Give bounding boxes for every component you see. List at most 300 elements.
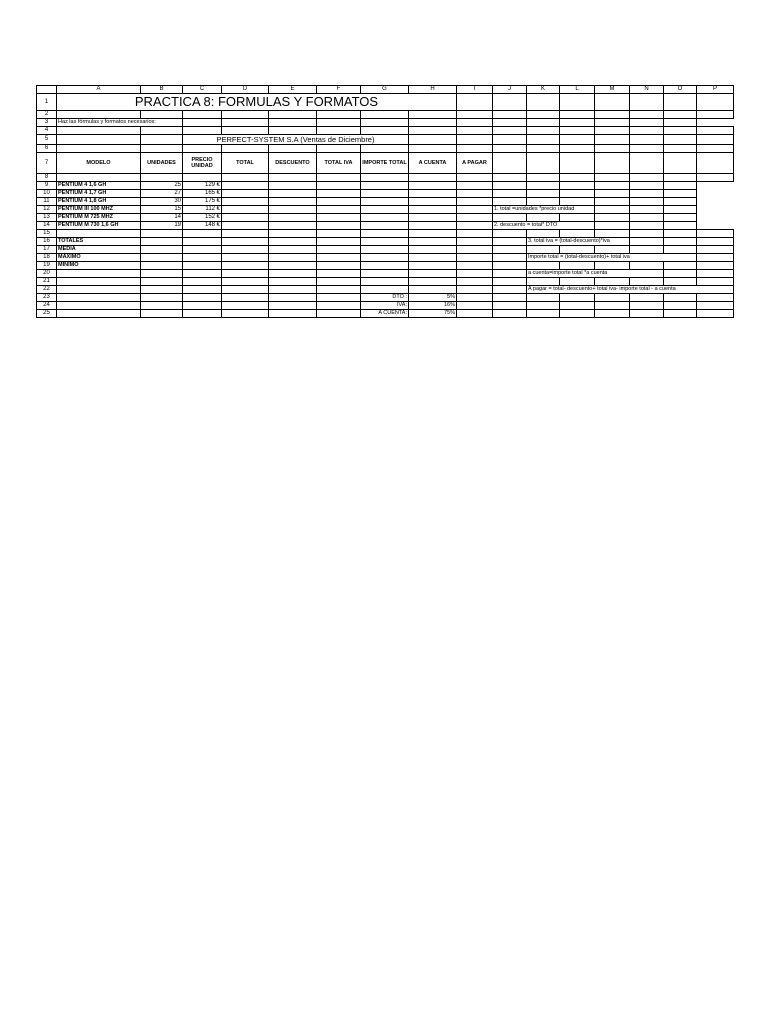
cell[interactable] [560, 190, 595, 198]
cell[interactable] [269, 246, 317, 254]
cell[interactable] [560, 127, 595, 135]
cell[interactable] [560, 230, 595, 238]
cell[interactable] [664, 270, 697, 278]
cell[interactable] [493, 198, 527, 206]
row-number[interactable]: 4 [37, 127, 57, 135]
cell[interactable] [317, 230, 361, 238]
cell[interactable] [664, 302, 697, 310]
column-header-j[interactable]: J [493, 86, 527, 94]
cell[interactable] [269, 310, 317, 318]
cell[interactable] [361, 127, 409, 135]
cell[interactable] [141, 174, 183, 182]
cell[interactable] [317, 310, 361, 318]
cell[interactable] [183, 127, 222, 135]
cell[interactable] [361, 246, 409, 254]
product-model[interactable]: PENTIUM III 100 MHZ [57, 206, 141, 214]
cell[interactable] [457, 270, 493, 278]
cell[interactable] [222, 230, 269, 238]
cell[interactable] [317, 294, 361, 302]
cell[interactable] [57, 278, 141, 286]
cell[interactable] [595, 182, 630, 190]
cell[interactable] [57, 135, 141, 145]
cell[interactable] [361, 182, 409, 190]
cell[interactable] [317, 214, 361, 222]
cell[interactable] [457, 230, 493, 238]
cell[interactable] [664, 127, 697, 135]
cell[interactable] [595, 278, 630, 286]
cell[interactable] [457, 254, 493, 262]
column-header-b[interactable]: B [141, 86, 183, 94]
row-number[interactable]: 24 [37, 302, 57, 310]
cell[interactable] [141, 254, 183, 262]
cell[interactable] [493, 145, 527, 153]
product-price[interactable]: 112 € [183, 206, 222, 214]
cell[interactable] [222, 127, 269, 135]
cell[interactable] [409, 230, 457, 238]
cell[interactable] [664, 238, 697, 246]
cell[interactable] [664, 246, 697, 254]
cell[interactable] [595, 310, 630, 318]
header-total[interactable]: TOTAL [222, 153, 269, 174]
cell[interactable] [409, 127, 457, 135]
cell[interactable] [183, 286, 222, 294]
cell[interactable] [664, 278, 697, 286]
cell[interactable] [630, 190, 664, 198]
cell[interactable] [409, 238, 457, 246]
param-value[interactable]: 5% [409, 294, 457, 302]
cell[interactable] [630, 230, 664, 238]
cell[interactable] [595, 262, 630, 270]
cell[interactable] [183, 278, 222, 286]
cell[interactable] [269, 286, 317, 294]
cell[interactable] [595, 302, 630, 310]
product-model[interactable]: PENTIUM 4 1,6 GH [57, 182, 141, 190]
cell[interactable] [457, 174, 493, 182]
cell[interactable] [361, 214, 409, 222]
cell[interactable] [697, 127, 734, 135]
cell[interactable] [317, 182, 361, 190]
cell[interactable] [317, 190, 361, 198]
cell[interactable] [409, 262, 457, 270]
cell[interactable] [664, 94, 697, 111]
row-number[interactable]: 3 [37, 119, 57, 127]
cell[interactable] [595, 94, 630, 111]
cell[interactable] [269, 145, 317, 153]
cell[interactable] [595, 145, 630, 153]
cell[interactable] [317, 286, 361, 294]
cell[interactable] [57, 310, 141, 318]
cell[interactable] [409, 135, 457, 145]
cell[interactable] [560, 153, 595, 174]
column-header-n[interactable]: N [630, 86, 664, 94]
cell[interactable] [317, 270, 361, 278]
cell[interactable] [183, 230, 222, 238]
cell[interactable] [57, 111, 141, 119]
product-model[interactable]: PENTIUM M 725 MHZ [57, 214, 141, 222]
cell[interactable] [222, 286, 269, 294]
summary-totales[interactable]: TOTALES [57, 238, 141, 246]
row-number[interactable]: 18 [37, 254, 57, 262]
cell[interactable] [527, 246, 560, 254]
cell[interactable] [493, 174, 527, 182]
row-number[interactable]: 14 [37, 222, 57, 230]
column-header-p[interactable]: P [697, 86, 734, 94]
cell[interactable] [457, 111, 493, 119]
cell[interactable] [493, 270, 527, 278]
header-precio-unidad[interactable]: PRECIO UNIDAD [183, 153, 222, 174]
column-header-g[interactable]: G [361, 86, 409, 94]
product-units[interactable]: 19 [141, 222, 183, 230]
cell[interactable] [595, 127, 630, 135]
product-price[interactable]: 152 € [183, 214, 222, 222]
cell[interactable] [560, 246, 595, 254]
cell[interactable] [630, 119, 664, 127]
cell[interactable] [317, 119, 361, 127]
cell[interactable] [630, 310, 664, 318]
cell[interactable] [697, 254, 734, 262]
row-number[interactable]: 11 [37, 198, 57, 206]
cell[interactable] [317, 278, 361, 286]
cell[interactable] [595, 230, 630, 238]
cell[interactable] [409, 182, 457, 190]
cell[interactable] [664, 135, 697, 145]
cell[interactable] [664, 230, 697, 238]
cell[interactable] [222, 145, 269, 153]
cell[interactable] [409, 206, 457, 214]
cell[interactable] [269, 214, 317, 222]
cell[interactable] [57, 286, 141, 294]
cell[interactable] [457, 182, 493, 190]
cell[interactable] [269, 270, 317, 278]
cell[interactable] [493, 135, 527, 145]
product-units[interactable]: 30 [141, 198, 183, 206]
cell[interactable] [361, 254, 409, 262]
cell[interactable] [222, 182, 269, 190]
cell[interactable] [457, 302, 493, 310]
cell[interactable] [361, 286, 409, 294]
cell[interactable] [222, 174, 269, 182]
cell[interactable] [141, 286, 183, 294]
cell[interactable] [630, 262, 664, 270]
cell[interactable] [560, 294, 595, 302]
cell[interactable] [141, 302, 183, 310]
cell[interactable] [317, 254, 361, 262]
cell[interactable] [560, 174, 595, 182]
column-header-h[interactable]: H [409, 86, 457, 94]
cell[interactable] [560, 198, 595, 206]
header-descuento[interactable]: DESCUENTO [269, 153, 317, 174]
sheet-title[interactable]: PRACTICA 8: FORMULAS Y FORMATOS [57, 94, 457, 111]
row-number[interactable]: 2 [37, 111, 57, 119]
cell[interactable] [222, 262, 269, 270]
cell[interactable] [183, 302, 222, 310]
cell[interactable] [222, 270, 269, 278]
cell[interactable] [560, 94, 595, 111]
cell[interactable] [269, 254, 317, 262]
cell[interactable] [493, 302, 527, 310]
cell[interactable] [527, 302, 560, 310]
cell[interactable] [361, 119, 409, 127]
cell[interactable] [664, 145, 697, 153]
cell[interactable] [409, 254, 457, 262]
cell[interactable] [57, 302, 141, 310]
cell[interactable] [697, 246, 734, 254]
cell[interactable] [183, 119, 222, 127]
column-header-f[interactable]: F [317, 86, 361, 94]
formula-note[interactable]: Importe total = (total-descuento)+ total iva [527, 254, 697, 262]
cell[interactable] [183, 254, 222, 262]
cell[interactable] [409, 214, 457, 222]
cell[interactable] [664, 182, 697, 190]
cell[interactable] [409, 222, 457, 230]
cell[interactable] [493, 127, 527, 135]
product-model[interactable]: PENTIUM M 730 1,6 GH [57, 222, 141, 230]
cell[interactable] [493, 182, 527, 190]
cell[interactable] [664, 310, 697, 318]
product-units[interactable]: 27 [141, 190, 183, 198]
cell[interactable] [222, 254, 269, 262]
row-number[interactable]: 20 [37, 270, 57, 278]
cell[interactable] [493, 190, 527, 198]
cell[interactable] [457, 206, 493, 214]
cell[interactable] [409, 111, 457, 119]
cell[interactable] [457, 222, 493, 230]
cell[interactable] [361, 190, 409, 198]
instruction-cell[interactable]: Haz las fórmulas y formatos necesarios: [57, 119, 183, 127]
cell[interactable] [697, 262, 734, 270]
cell[interactable] [457, 294, 493, 302]
cell[interactable] [457, 190, 493, 198]
cell[interactable] [141, 310, 183, 318]
cell[interactable] [630, 182, 664, 190]
cell[interactable] [664, 262, 697, 270]
cell[interactable] [527, 127, 560, 135]
cell[interactable] [317, 145, 361, 153]
cell[interactable] [595, 119, 630, 127]
column-header-l[interactable]: L [560, 86, 595, 94]
cell[interactable] [493, 310, 527, 318]
cell[interactable] [317, 238, 361, 246]
row-number[interactable]: 23 [37, 294, 57, 302]
header-unidades[interactable]: UNIDADES [141, 153, 183, 174]
cell[interactable] [697, 230, 734, 238]
cell[interactable] [269, 206, 317, 214]
param-label[interactable]: IVA: [361, 302, 409, 310]
cell[interactable] [697, 135, 734, 145]
cell[interactable] [317, 111, 361, 119]
cell[interactable] [269, 174, 317, 182]
cell[interactable] [222, 246, 269, 254]
cell[interactable] [57, 145, 141, 153]
cell[interactable] [630, 214, 664, 222]
cell[interactable] [527, 278, 560, 286]
cell[interactable] [595, 111, 630, 119]
row-number[interactable]: 9 [37, 182, 57, 190]
cell[interactable] [317, 302, 361, 310]
cell[interactable] [409, 198, 457, 206]
cell[interactable] [361, 262, 409, 270]
formula-note[interactable]: a cuenta=importe total *a cuenta [527, 270, 664, 278]
column-header-a[interactable]: A [57, 86, 141, 94]
cell[interactable] [493, 111, 527, 119]
row-number[interactable]: 13 [37, 214, 57, 222]
cell[interactable] [697, 174, 734, 182]
product-model[interactable]: PENTIUM 4 1,8 GH [57, 198, 141, 206]
product-model[interactable]: PENTIUM 4 1,7 GH [57, 190, 141, 198]
cell[interactable] [457, 214, 493, 222]
cell[interactable] [317, 262, 361, 270]
row-number[interactable]: 19 [37, 262, 57, 270]
summary-minimo[interactable]: MÍNIMO [57, 262, 141, 270]
cell[interactable] [222, 119, 269, 127]
row-number[interactable]: 17 [37, 246, 57, 254]
cell[interactable] [222, 214, 269, 222]
cell[interactable] [560, 182, 595, 190]
cell[interactable] [141, 246, 183, 254]
column-header-k[interactable]: K [527, 86, 560, 94]
product-price[interactable]: 129 € [183, 182, 222, 190]
product-price[interactable]: 148 € [183, 222, 222, 230]
column-header-e[interactable]: E [269, 86, 317, 94]
cell[interactable] [595, 206, 630, 214]
cell[interactable] [361, 145, 409, 153]
cell[interactable] [222, 278, 269, 286]
cell[interactable] [141, 270, 183, 278]
cell[interactable] [57, 270, 141, 278]
cell[interactable] [361, 111, 409, 119]
param-label[interactable]: DTO : [361, 294, 409, 302]
column-header-i[interactable]: I [457, 86, 493, 94]
cell[interactable] [269, 182, 317, 190]
cell[interactable] [664, 214, 697, 222]
cell[interactable] [697, 153, 734, 174]
cell[interactable] [595, 190, 630, 198]
cell[interactable] [493, 294, 527, 302]
product-price[interactable]: 175 € [183, 198, 222, 206]
column-header-o[interactable]: O [664, 86, 697, 94]
cell[interactable] [697, 302, 734, 310]
cell[interactable] [269, 230, 317, 238]
cell[interactable] [560, 111, 595, 119]
cell[interactable] [527, 111, 560, 119]
cell[interactable] [595, 135, 630, 145]
cell[interactable] [493, 214, 527, 222]
column-header-m[interactable]: M [595, 86, 630, 94]
cell[interactable] [664, 119, 697, 127]
cell[interactable] [183, 294, 222, 302]
row-number[interactable]: 8 [37, 174, 57, 182]
cell[interactable] [141, 238, 183, 246]
cell[interactable] [361, 270, 409, 278]
cell[interactable] [595, 214, 630, 222]
row-number[interactable]: 25 [37, 310, 57, 318]
cell[interactable] [409, 119, 457, 127]
cell[interactable] [269, 222, 317, 230]
cell[interactable] [527, 135, 560, 145]
cell[interactable] [141, 111, 183, 119]
cell[interactable] [664, 198, 697, 206]
product-units[interactable]: 15 [141, 206, 183, 214]
cell[interactable] [457, 246, 493, 254]
cell[interactable] [361, 238, 409, 246]
cell[interactable] [560, 214, 595, 222]
cell[interactable] [664, 153, 697, 174]
header-modelo[interactable]: MODELO [57, 153, 141, 174]
cell[interactable] [630, 206, 664, 214]
cell[interactable] [183, 262, 222, 270]
cell[interactable] [697, 294, 734, 302]
param-label[interactable]: A CUENTA: [361, 310, 409, 318]
cell[interactable] [527, 190, 560, 198]
row-number[interactable]: 16 [37, 238, 57, 246]
cell[interactable] [595, 294, 630, 302]
summary-maximo[interactable]: MÁXIMO [57, 254, 141, 262]
cell[interactable] [457, 135, 493, 145]
cell[interactable] [457, 145, 493, 153]
cell[interactable] [630, 302, 664, 310]
cell[interactable] [409, 174, 457, 182]
cell[interactable] [183, 145, 222, 153]
cell[interactable] [317, 246, 361, 254]
cell[interactable] [493, 246, 527, 254]
formula-note[interactable]: 3. total iva = (total-descuento)*iva [527, 238, 630, 246]
cell[interactable] [527, 119, 560, 127]
cell[interactable] [560, 119, 595, 127]
cell[interactable] [493, 278, 527, 286]
cell[interactable] [361, 174, 409, 182]
cell[interactable] [409, 286, 457, 294]
cell[interactable] [183, 246, 222, 254]
cell[interactable] [457, 119, 493, 127]
cell[interactable] [361, 206, 409, 214]
header-a-pagar[interactable]: A PAGAR [457, 153, 493, 174]
cell[interactable] [457, 198, 493, 206]
cell[interactable] [664, 294, 697, 302]
cell[interactable] [183, 310, 222, 318]
cell[interactable] [269, 190, 317, 198]
cell[interactable] [493, 94, 527, 111]
row-number[interactable]: 6 [37, 145, 57, 153]
cell[interactable] [141, 294, 183, 302]
formula-note[interactable]: 2. descuento = total* DTO [493, 222, 595, 230]
cell[interactable] [269, 238, 317, 246]
cell[interactable] [527, 174, 560, 182]
cell[interactable] [457, 262, 493, 270]
summary-media[interactable]: MEDIA [57, 246, 141, 254]
cell[interactable] [222, 238, 269, 246]
cell[interactable] [222, 198, 269, 206]
cell[interactable] [269, 111, 317, 119]
product-price[interactable]: 165 € [183, 190, 222, 198]
cell[interactable] [595, 153, 630, 174]
cell[interactable] [269, 302, 317, 310]
product-units[interactable]: 25 [141, 182, 183, 190]
cell[interactable] [630, 222, 664, 230]
cell[interactable] [57, 230, 141, 238]
row-number[interactable]: 1 [37, 94, 57, 111]
row-number[interactable]: 5 [37, 135, 57, 145]
cell[interactable] [269, 198, 317, 206]
cell[interactable] [183, 270, 222, 278]
cell[interactable] [560, 262, 595, 270]
cell[interactable] [630, 153, 664, 174]
cell[interactable] [409, 190, 457, 198]
cell[interactable] [493, 262, 527, 270]
cell[interactable] [560, 145, 595, 153]
row-number[interactable]: 12 [37, 206, 57, 214]
cell[interactable] [57, 174, 141, 182]
cell[interactable] [527, 262, 560, 270]
